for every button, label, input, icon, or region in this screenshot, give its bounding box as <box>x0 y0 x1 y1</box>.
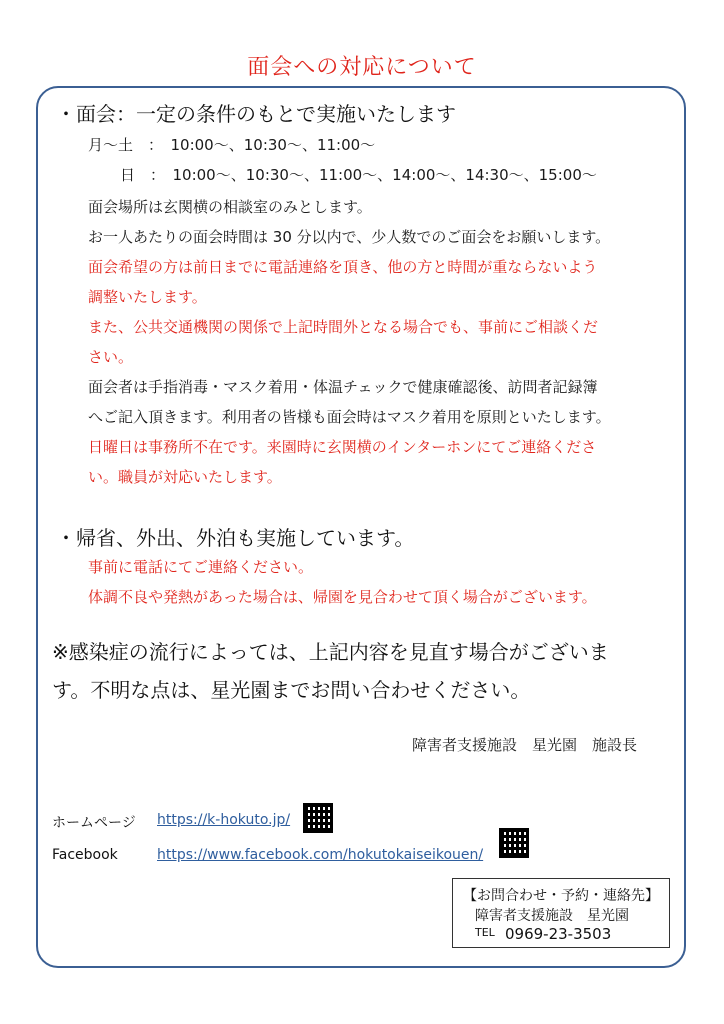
homepage-link[interactable]: https://k-hokuto.jp/ <box>157 812 291 828</box>
visit-check-line-1: 面会者は手指消毒・マスク着用・体温チェックで健康確認後、訪問者記録簿 <box>88 378 598 396</box>
visit-reserve-line-1: 面会希望の方は前日までに電話連絡を頂き、他の方と時間が重ならないよう <box>88 258 598 276</box>
visit-sunday-note-line-2: い。職員が対応いたします。 <box>88 468 282 486</box>
notice-line-1: ※感染症の流行によっては、上記内容を見直す場合がございま <box>52 640 609 664</box>
visit-transit-line-1: また、公共交通機関の関係で上記時間外となる場合でも、事前にご相談くだ <box>88 318 599 336</box>
visit-sunday-times: 日 ： 10:00～、10:30～、11:00～、14:00～、14:30～、15:00～ <box>120 166 597 184</box>
page-title: 面会への対応について <box>247 55 477 80</box>
signature: 障害者支援施設 星光園 施設長 <box>412 736 638 754</box>
homepage-qr-code <box>303 803 333 833</box>
visit-weekday-times: 月～土 ： 10:00～、10:30～、11:00～ <box>88 136 376 154</box>
visit-transit-line-2: さい。 <box>88 348 134 366</box>
outing-line-1: 事前に電話にてご連絡ください。 <box>88 558 314 576</box>
outing-line-2: 体調不良や発熱があった場合は、帰園を見合わせて頂く場合がございます。 <box>88 588 597 606</box>
contact-box <box>452 878 670 948</box>
visit-duration: お一人あたりの面会時間は 30 分以内で、少人数でのご面会をお願いします。 <box>88 228 611 246</box>
visit-sunday-note-line-1: 日曜日は事務所不在です。来園時に玄関横のインターホンにてご連絡くださ <box>88 438 597 456</box>
facebook-label: Facebook <box>52 847 118 863</box>
facebook-qr-code <box>499 828 529 858</box>
tel-label: TEL <box>475 926 495 939</box>
contact-title: 【お問合わせ・予約・連絡先】 <box>463 888 659 904</box>
homepage-label: ホームページ <box>52 815 136 831</box>
notice-line-2: す。不明な点は、星光園までお問い合わせください。 <box>52 678 531 702</box>
outing-heading: ・帰省、外出、外泊も実施しています。 <box>56 526 415 550</box>
visit-reserve-line-2: 調整いたします。 <box>88 288 207 306</box>
contact-name: 障害者支援施設 星光園 <box>475 908 629 924</box>
tel-number: 0969-23-3503 <box>505 925 612 943</box>
facebook-link[interactable]: https://www.facebook.com/hokutokaiseikouen/ <box>157 847 484 863</box>
visit-heading: ・面会：一定の条件のもとで実施いたします <box>56 102 456 126</box>
visit-check-line-2: へご記入頂きます。利用者の皆様も面会時はマスク着用を原則といたします。 <box>88 408 611 426</box>
visit-place: 面会場所は玄関横の相談室のみとします。 <box>88 198 372 216</box>
